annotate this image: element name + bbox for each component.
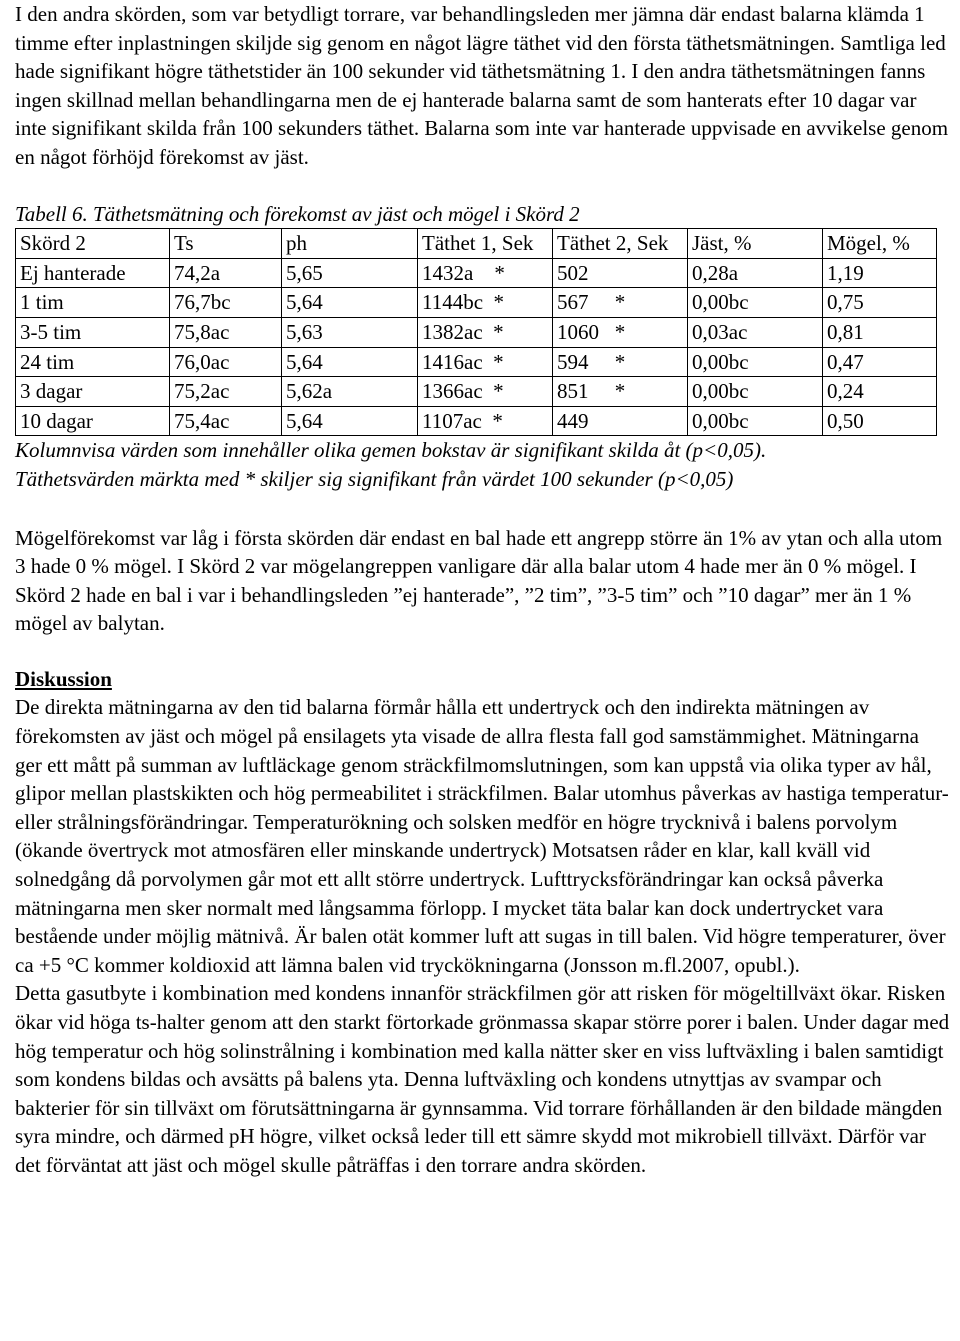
table-header-cell: Täthet 2, Sek	[553, 229, 688, 259]
table-cell: 76,7bc	[170, 288, 282, 318]
table-cell: 1382ac *	[418, 317, 553, 347]
table-cell: 0,00bc	[688, 377, 823, 407]
table-cell: 5,64	[282, 406, 418, 436]
table-cell: 1416ac *	[418, 347, 553, 377]
table-header-cell: ph	[282, 229, 418, 259]
paragraph-discussion-1: De direkta mätningarna av den tid balarna förmår hålla ett undertryck och den indirekta mätningen av förekomsten av jäst och mögel på ensilagets yta visade de allra flesta fall god samstämmighet. Mätningarna ger ett mått på summan av luftläckage genom sträckfilmomslutningen, som kan uppstå via olika typer av hål, glipor mellan plastskikten och hög permeabilitet i sträckfilmen. Balar utomhus påverkas av hastiga temperatur- eller strålningsförändringar. Temperaturökning och solsken medför en högre trycknivå i balens porvolym (ökande övertryck mot atmosfären eller minskande undertryck) Motsatsen råder en klar, kall kväll vid solnedgång då porvolymen går mot ett allt större undertryck. Lufttrycksförändringar kan också påverka mätningarna men sker normalt med långsamma förlopp. I mycket täta balar kan dock undertrycket vara bestående under möjlig mätnivå. Är balen otät kommer luft att sugas in till balen. Vid högre temperaturer, över ca +5 °C kommer koldioxid att lämna balen vid tryckökningarna (Jonsson m.fl.2007, opubl.).	[15, 695, 949, 977]
table-cell: 0,81	[823, 317, 937, 347]
table-cell: 5,62a	[282, 377, 418, 407]
paragraph-mold-occurrence: Mögelförekomst var låg i första skörden där endast en bal hade ett angrepp större än 1% av ytan och alla utom 3 hade 0 % mögel. I Skörd 2 var mögelangreppen vanligare där alla balar utom 4 hade mer än 0 % mögel. I Skörd 2 hade en bal i var i behandlingsleden ”ej hanterade”, ”2 tim”, ”3-5 tim” och ”10 dagar” mer än 1 % mögel av balytan.	[15, 525, 943, 636]
table-note-significance-star: Täthetsvärden märkta med * skiljer sig signifikant från värdet 100 sekunder (p<0,05)	[15, 466, 734, 491]
table-header-cell: Mögel, %	[823, 229, 937, 259]
table-cell: 594 *	[553, 347, 688, 377]
table-cell: 0,00bc	[688, 406, 823, 436]
table-cell: 5,63	[282, 317, 418, 347]
table-cell: Ej hanterade	[16, 258, 170, 288]
table-cell: 0,50	[823, 406, 937, 436]
data-table	[15, 228, 937, 436]
paragraph-discussion-2: Detta gasutbyte i kombination med kondens innanför sträckfilmen gör att risken för mögeltillväxt ökar. Risken ökar vid höga ts-halter genom att den starkt förtorkade grönmassa skapar större porer i balen. Under dagar med hög temperatur och hög solinstrålning i kombination med kalla nätter sker en viss luftväxling i balen samtidigt som kondens bildas och avsätts på balens yta. Denna luftväxling och kondens utnyttjas av svampar och bakterier för sin tillväxt om förutsättningarna är gynnsamma. Vid torrare förhållanden är den bildade mängden syra mindre, och därmed pH högre, vilket också leder till ett sämre skydd mot mikrobiell tillväxt. Därför var det förväntat att jäst och mögel skulle påträffas i den torrare andra skörden.	[15, 981, 950, 1177]
table-cell: 0,00bc	[688, 288, 823, 318]
table-cell: 76,0ac	[170, 347, 282, 377]
table-row	[16, 377, 937, 407]
table-cell: 3 dagar	[16, 377, 170, 407]
table-cell: 5,64	[282, 347, 418, 377]
table-cell: 567 *	[553, 288, 688, 318]
table-cell: 0,75	[823, 288, 937, 318]
table-cell: 1107ac *	[418, 406, 553, 436]
table-cell: 75,2ac	[170, 377, 282, 407]
table-cell: 0,28a	[688, 258, 823, 288]
table-row	[16, 288, 937, 318]
table-cell: 1,19	[823, 258, 937, 288]
table-cell: 75,8ac	[170, 317, 282, 347]
table-cell: 1144bc *	[418, 288, 553, 318]
table-note-significance-letters: Kolumnvisa värden som innehåller olika gemen bokstav är signifikant skilda åt (p<0,05).	[15, 438, 767, 463]
table-cell: 0,00bc	[688, 347, 823, 377]
document-page	[15, 0, 950, 1180]
table-cell: 24 tim	[16, 347, 170, 377]
table-cell: 5,64	[282, 288, 418, 318]
table-cell: 0,03ac	[688, 317, 823, 347]
table-cell: 502	[553, 258, 688, 288]
table-cell: 449	[553, 406, 688, 436]
table-cell: 1366ac *	[418, 377, 553, 407]
table-cell: 1 tim	[16, 288, 170, 318]
table-cell: 3-5 tim	[16, 317, 170, 347]
table-cell: 74,2a	[170, 258, 282, 288]
table-row	[16, 258, 937, 288]
table-caption: Tabell 6. Täthetsmätning och förekomst av jäst och mögel i Skörd 2	[15, 201, 580, 226]
table-cell: 1060 *	[553, 317, 688, 347]
table-header-cell: Jäst, %	[688, 229, 823, 259]
table-row	[16, 406, 937, 436]
table-cell: 0,47	[823, 347, 937, 377]
table-header-row	[16, 229, 937, 259]
table-cell: 75,4ac	[170, 406, 282, 436]
table-cell: 1432a *	[418, 258, 553, 288]
table-cell: 851 *	[553, 377, 688, 407]
paragraph-results-harvest-2: I den andra skörden, som var betydligt torrare, var behandlingsleden mer jämna där endast balarna klämda 1 timme efter inplastningen skiljde sig genom en något lägre täthet vid den första täthetsmätningen. Samtliga led hade signifikant högre täthetstider än 100 sekunder vid täthetsmätning 1. I den andra täthetsmätningen fanns ingen skillnad mellan behandlingarna men de ej hanterade balarna samt de som hanterats efter 10 dagar var inte signifikant skilda från 100 sekunders täthet. Balarna som inte var hanterade uppvisade en avvikelse genom en något förhöjd förekomst av jäst.	[15, 2, 949, 169]
table-header-cell: Skörd 2	[16, 229, 170, 259]
table-header-cell: Täthet 1, Sek	[418, 229, 553, 259]
table-row	[16, 317, 937, 347]
section-heading-diskussion: Diskussion	[15, 666, 112, 691]
table-header-cell: Ts	[170, 229, 282, 259]
table-cell: 10 dagar	[16, 406, 170, 436]
table-cell: 5,65	[282, 258, 418, 288]
table-cell: 0,24	[823, 377, 937, 407]
table-row	[16, 347, 937, 377]
